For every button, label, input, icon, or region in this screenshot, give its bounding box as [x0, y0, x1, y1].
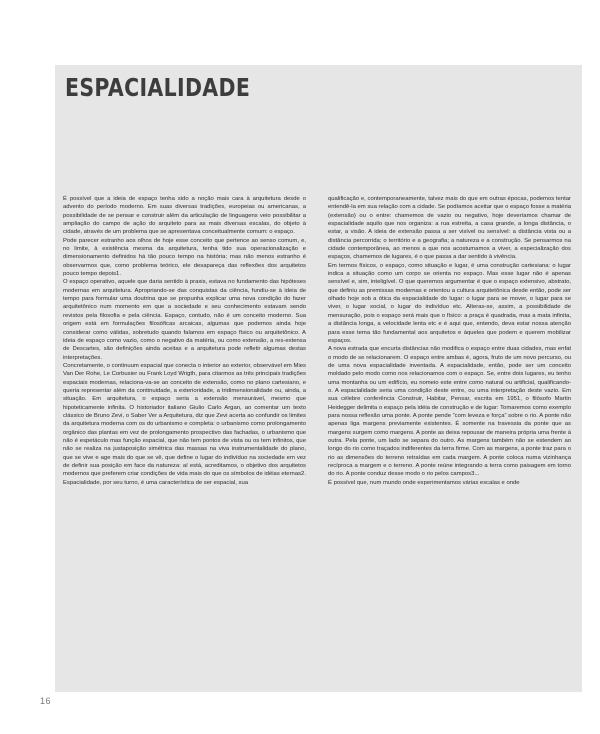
paragraph: qualificação e, contemporaneamente, talvez mais do que em outras épocas, podemos tentar entendê-la em sua relação com a cidade. Se podíamos aceitar que o espaço fosse a matéria (extensão) ou o entre: chamemos de vazio ou negativo, hoje deveríamos chamar de espacialidade aquilo que nos organiza: a rua estreita, a casa grande, a longa distância, o estar, a visão. A ideia de extensão passa a ser visível ou sensível: a distância vista ou a distância percorrida; o território e a geografia; a natureza e a construção. Se pensarmos na cidade contemporânea, ao menos a que nos acostumamos a viver, a especialização dos espaços, chamemos de lugares, é o que passa a dar sentido à vivência.	[328, 196, 571, 261]
page-title: ESPACIALIDADE	[65, 73, 251, 102]
text-column-left	[63, 195, 306, 685]
text-column-right	[328, 195, 571, 685]
paragraph: É possível que a ideia de espaço tenha sido a noção mais cara à arquitetura desde o advento do período moderno. Em suas diversas tradições, europeias ou americanas, a possibilidade de se pensar e construir além da articulação de linguagens veio possibilitar a ampliação do campo de ação do arquiteto para as mais diversas escalas, do objeto à cidade, através de um problema que se apresentava conceitualmente comum: o espaço.	[63, 196, 306, 236]
paragraph: A nova estrada que encurta distâncias não modifica o espaço entre duas cidades, mas enfat o modo de se relacionarem. O espaço entre ambas é, agora, fruto de um novo percurso, ou de uma nova espacialidade inventada. A espacialidade, então, pode ser um conceito moldado pelo modo como nos relacionamos com o espaço. Se, entre dois lugares, eu tenho uma montanha ou um edifício, eu nomeio este entre como natural ou artificial, qualificando-o. A espacialidade seria uma condição deste entre, ou uma interpretação deste vazio. Em sua célebre conferência Construir, Habitar, Pensar, escrita em 1951, o filósofo Martin Heidegger delimita o espaço pela idéia de construção e de lugar: Tomaremos como exemplo para nossa reflexão uma ponte. A ponte pende “com leveza e força” sobre o rio. A ponte não apenas liga margens previamente existentes. É somente na travessia da ponte que as margens surgem como margens. A ponte as deixa repousar de maneira própria uma frente à outra. Pela ponte, um lado se separa do outro. As margens também não se estendem ao longo do rio como traçados indiferentes da terra firme. Com as margens, a ponte traz para o rio as dimensões do terreno retraídas em cada margem. A ponte coloca numa vizinhança recíproca a margem e o terreno. A ponte reúne integrando a terra como paisagem em torno do rio. A ponte conduz desse modo o rio pelos campos3...	[328, 346, 571, 478]
content-panel	[55, 65, 582, 692]
paragraph: O espaço operativo, aquele que daria sentido à praxis, estava no fundamento das hipóteses modernas em arquitetura. Apropriando-se das conquistas da ciência, fundiu-se à ideia de tempo para formular uma doutrina que se propunha explicar uma nova condição do fazer arquitetônico num momento em que a sociedade e seu conhecimento estavam sendo revistos pela filosofia e pela ciência. Espaço, contudo, não é um conceito moderno. Sua origem está em formulações filosóficas arcaicas, algumas que podemos ainda hoje considerar como válidas, sobretudo quando falamos em espaço físico ou arquitetônico. A ideia de espaço como vazio, como o negativo da matéria, ou como extensão, a res-extensa de Descartes, são definições ainda aceitas e a arquitetura pode refletir algumas destas interpretações.	[63, 279, 306, 361]
page-number: 16	[40, 696, 52, 706]
paragraph: Pode parecer estranho aos olhos de hoje esse conceito que pertence ao senso comum, e, no limite, à existência mesma da arquitetura, tenha tido sua operacionalização e dimensionamento definidos há tão pouco tempo na história; mas não menos estranho é observarmos que, como problema teórico, ele desapareça das reflexões dos arquitetos pouco tempo depois1.	[63, 237, 306, 278]
paragraph: Em termos físicos, o espaço, como situação e lugar, é uma construção cartesiana: o lugar indica a situação como um corpo se orienta no espaço. Mas esse lugar não é apenas sensível e, sim, inteligível. O que queremos argumentar é que o espaço extensivo, abstrato, que definiu as premissas modernas e orientou a cultura arquitetônica desde então, pode ser olhado hoje sob a ótica da espacialidade do lugar: o lugar para se mover, o lugar para se viver, o lugar social, o lugar do indivíduo etc. Alteras-se, assim, a possibilidade de mensuração, pois o espaço será mais que o físico: a praça é quadrada, mas a mata infinita, a distância longa, a velocidade lenta etc e é aqui que, entendo, deva estar nossa atenção para esse tema tão fundamental aos arquitetos e àqueles que podem e querem mobilizar espaços.	[328, 262, 571, 344]
paragraph: É possível que, num mundo onde experimentamos várias escalas e onde	[328, 479, 520, 486]
paragraph: Espacialidade, por seu turno, é uma característica de ser espacial, sua	[63, 479, 248, 486]
paragraph: Concretamente, o continuum espacial que conecta o interior ao exterior, observável em Mies Van Der Rohe, Le Corbusier ou Frank Loyd Wrigth, para citarmos as três principais tradições espaciais modernas, relaciona-va-se ao conceito de extensão, como no plano cartesiano, e queria representar além da continuidade, a exterioridade, a tridimensionalidade ou, ainda, a situação. Em arquitetura, o espaço seria a extensão mensurável, mesmo que hipoteticamente infinita. O historiador italiano Giulio Carlo Argan, ao comentar um texto clássico de Bruno Zevi, o Saber Ver a Arquitetura, diz que Zevi acerta ao confundir os limites da arquitetura moderna com os do urbanismo e completa: o urbanismo como prolongamento orgânico das plantas em vez de prolongamento prospectivo das fachadas, o urbanismo que não é espetáculo mas função espacial, que não tem pontos de vista ou os tem infinitos, que não se realiza na justaposição simétrica das massas na viva instrumentalidade do plano, que se vive e age mais do que se vê, que define o lugar do indivíduo na sociedade em vez de definir sua posição em face da natureza: aí está, acreditamos, o objetivo dos arquitetos modernos que preferem criar condições de vida mais do que os símbolos de idéias eternas2.	[63, 362, 306, 478]
